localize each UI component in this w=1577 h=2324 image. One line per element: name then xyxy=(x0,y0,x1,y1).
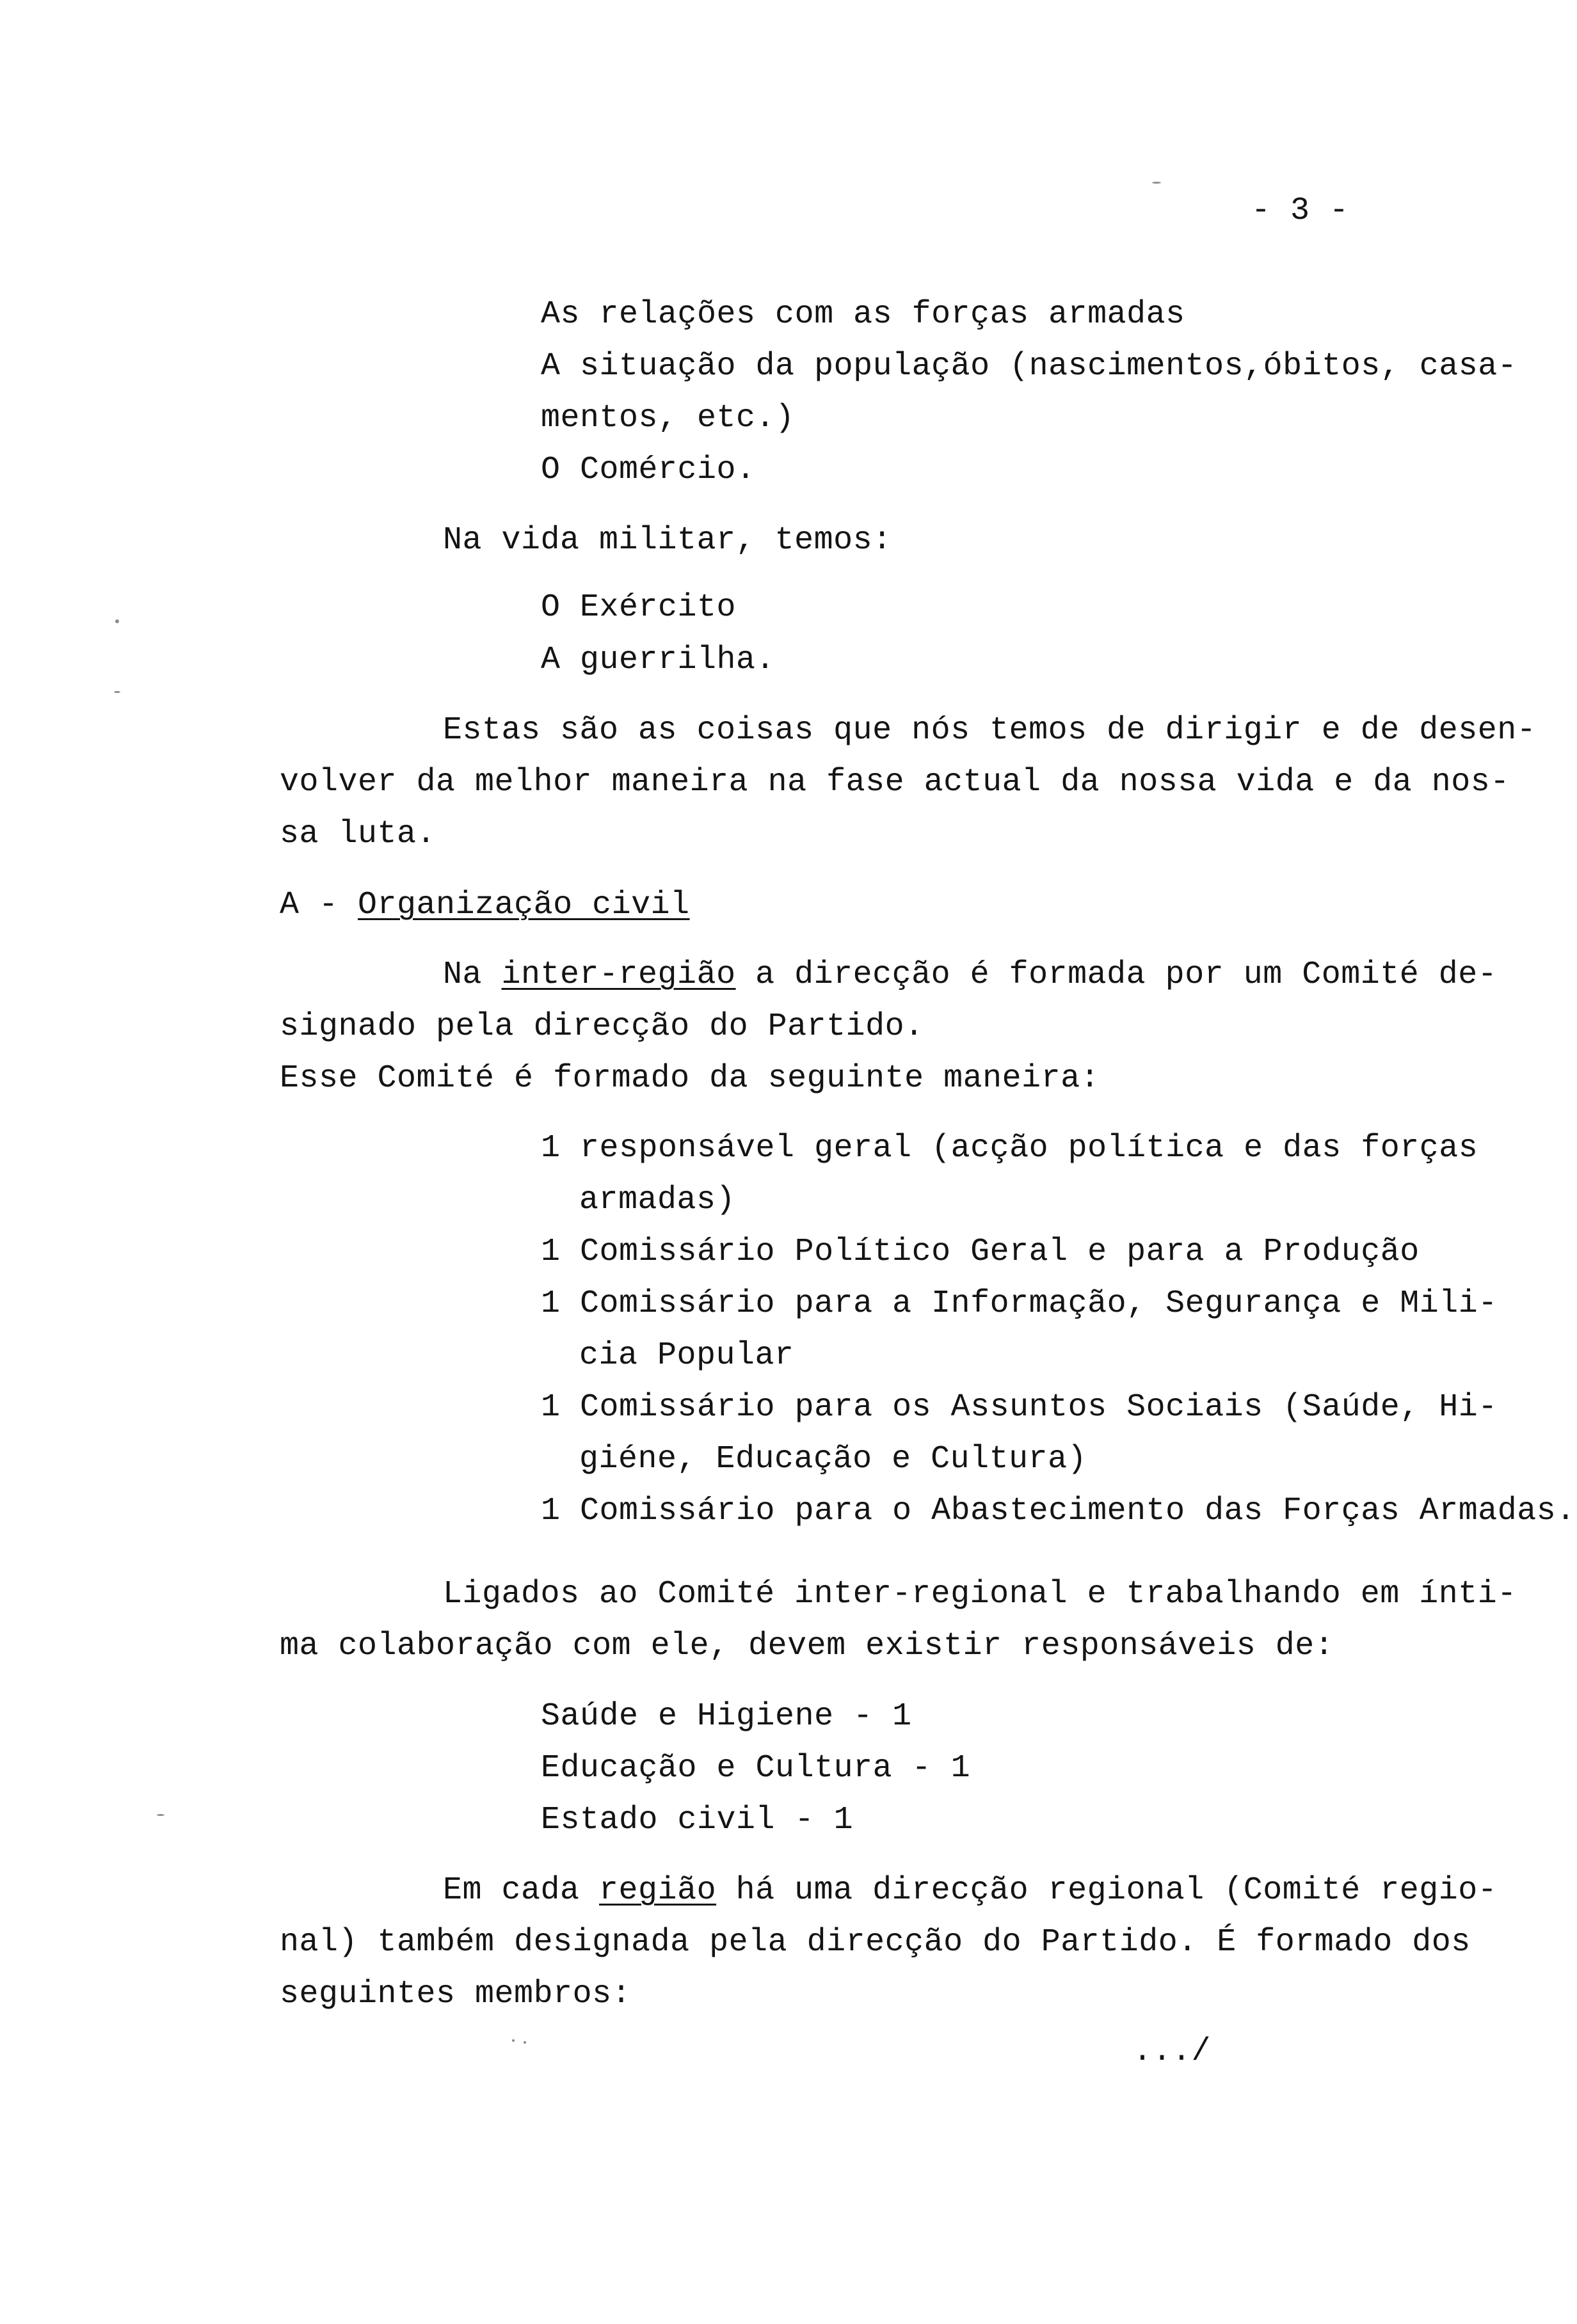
paragraph-line: sa luta. xyxy=(280,816,436,852)
paragraph-line xyxy=(443,956,1497,994)
paragraph-line: ma colaboração com ele, devem existir responsáveis de: xyxy=(280,1628,1334,1664)
list-item: Saúde e Higiene - 1 xyxy=(541,1698,912,1735)
paragraph-rest: a direcção é formada por um Comité de- xyxy=(735,957,1498,993)
list-item: O Comércio. xyxy=(541,452,756,488)
list-item: A situação da população (nascimentos,óbitos, casa- xyxy=(541,348,1517,385)
list-item: 1 responsável geral (acção política e das forças xyxy=(541,1130,1478,1166)
list-item: A guerrilha. xyxy=(541,642,776,678)
section-heading xyxy=(280,886,690,925)
underlined-term: inter-região xyxy=(501,957,736,993)
list-item: armadas) xyxy=(579,1182,736,1218)
scan-speck xyxy=(1152,182,1161,184)
list-item: mentos, etc.) xyxy=(541,400,795,436)
list-item: 1 Comissário Político Geral e para a Produção xyxy=(541,1234,1420,1270)
paragraph-line: volver da melhor maneira na fase actual da nossa vida e da nos- xyxy=(280,764,1510,800)
section-heading-prefix: A - xyxy=(280,887,358,923)
paragraph-line: Estas são as coisas que nós temos de dirigir e de desen- xyxy=(443,712,1537,749)
paragraph-line: nal) também designada pela direcção do Partido. É formado dos xyxy=(280,1924,1471,1961)
list-item: 1 Comissário para o Abastecimento das Forças Armadas. xyxy=(541,1493,1576,1529)
paragraph-rest: há uma direcção regional (Comité regio- xyxy=(716,1872,1498,1909)
list-item: O Exército xyxy=(541,589,737,626)
list-item: Educação e Cultura - 1 xyxy=(541,1750,971,1787)
list-item: Estado civil - 1 xyxy=(541,1802,854,1838)
scan-speck xyxy=(114,691,120,693)
paragraph-line xyxy=(443,1872,1497,1910)
page-number: - 3 - xyxy=(1251,193,1349,229)
list-item: As relações com as forças armadas xyxy=(541,296,1185,333)
paragraph-lead: Em cada xyxy=(443,1872,600,1909)
section-heading-title: Organização civil xyxy=(358,887,690,923)
underlined-term: região xyxy=(599,1872,717,1909)
scan-speck xyxy=(524,2041,526,2044)
scan-speck xyxy=(512,2039,515,2042)
continuation-mark: .../ xyxy=(1133,2034,1212,2070)
list-item: giéne, Educação e Cultura) xyxy=(579,1441,1087,1477)
paragraph-line: Na vida militar, temos: xyxy=(443,522,892,559)
list-item: cia Popular xyxy=(579,1337,794,1374)
scan-speck xyxy=(115,619,119,623)
paragraph-lead: Na xyxy=(443,957,502,993)
scan-speck xyxy=(157,1814,164,1816)
paragraph-line: seguintes membros: xyxy=(280,1976,632,2012)
list-item: 1 Comissário para a Informação, Segurança e Mili- xyxy=(541,1285,1498,1322)
list-item: 1 Comissário para os Assuntos Sociais (Saúde, Hi- xyxy=(541,1389,1498,1426)
paragraph-line: Ligados ao Comité inter-regional e trabalhando em ínti- xyxy=(443,1576,1517,1612)
paragraph-line: signado pela direcção do Partido. xyxy=(280,1008,924,1045)
paragraph-line: Esse Comité é formado da seguinte maneira: xyxy=(280,1060,1100,1097)
